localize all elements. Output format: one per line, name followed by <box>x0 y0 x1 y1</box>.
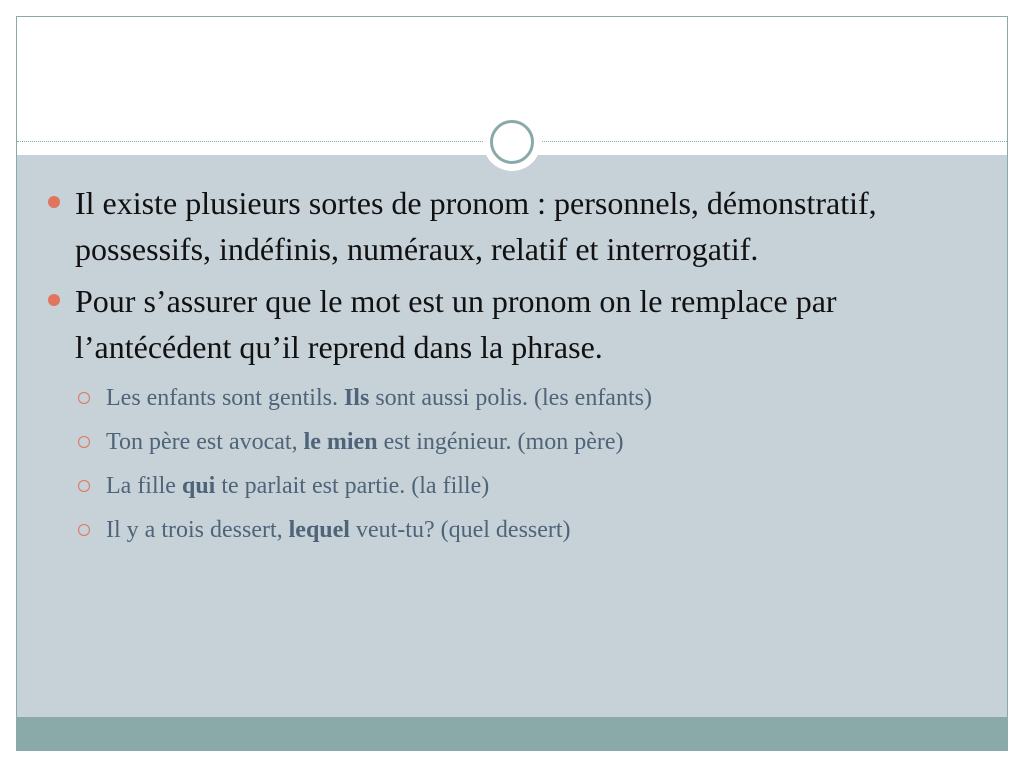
example-pronoun: le mien <box>303 429 378 455</box>
sub-bullet-ring-icon <box>78 436 90 448</box>
example-item <box>16 420 1006 464</box>
example-text-before: Ton père est avocat, <box>106 429 304 455</box>
sub-bullet-ring-icon <box>78 392 90 404</box>
example-text-before: Les enfants sont gentils. <box>106 385 344 411</box>
example-text-before: Il y a trois dessert, <box>106 517 289 543</box>
example-pronoun: Ils <box>343 385 370 411</box>
bullet-text: Il existe plusieurs sortes de pronom : personnels, démonstratif, possessifs, indéfinis, numéraux, relatif et interrogatif. <box>75 185 877 267</box>
example-item <box>16 376 1006 420</box>
example-pronoun: qui <box>181 473 216 499</box>
bullet-list <box>16 180 1006 552</box>
example-text-after: sont aussi polis. (les enfants) <box>369 385 652 411</box>
example-pronoun: lequel <box>288 517 350 543</box>
bullet-dot-icon <box>48 294 60 306</box>
example-text-after: te parlait est partie. (la fille) <box>215 473 490 499</box>
example-text-after: est ingénieur. (mon père) <box>377 429 624 455</box>
example-item <box>16 508 1006 552</box>
bullet-dot-icon <box>48 196 60 208</box>
example-text-before: La fille <box>106 473 182 499</box>
ring-inner <box>490 120 534 164</box>
example-item <box>16 464 1006 508</box>
example-list <box>16 376 1006 552</box>
decorative-ring-icon <box>483 113 541 171</box>
bullet-item <box>16 180 1006 272</box>
sub-bullet-ring-icon <box>78 480 90 492</box>
bullet-text: Pour s’assurer que le mot est un pronom on le remplace par l’antécédent qu’il reprend dans la phrase. <box>75 283 837 365</box>
footer-band <box>17 717 1007 750</box>
sub-bullet-ring-icon <box>78 524 90 536</box>
example-text-after: veut-tu? (quel dessert) <box>349 517 571 543</box>
bullet-item <box>16 278 1006 370</box>
